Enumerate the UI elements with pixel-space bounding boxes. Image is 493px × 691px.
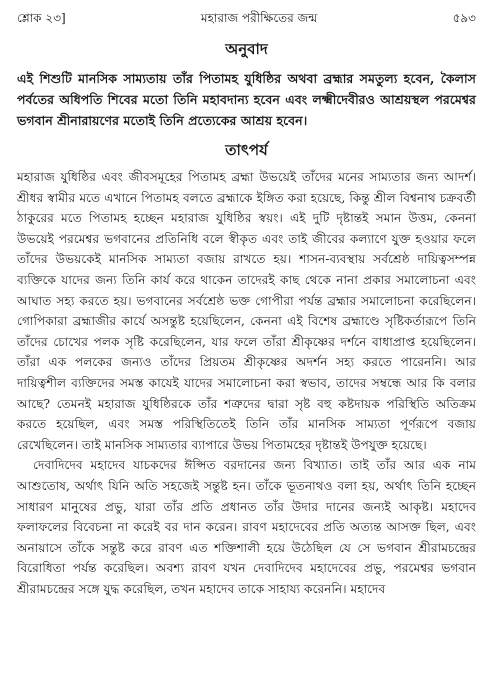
purport-heading: তাৎপর্য bbox=[225, 141, 268, 159]
purport-paragraph: মহারাজ যুধিষ্ঠির এবং জীবসমূহের পিতামহ ব্রহ্মা উভয়েই তাঁদের মনের সাম্যতার জন্য আদর্শ। শ্রীধর স্বামীর মতে এখানে পিতামহ বলতে ব্রহ্মাকে ইঙ্গিত করা হয়েছে, কিন্তু শ্রীল বিশ্বনাথ চক্রবর্তী ঠাকুরের মতে পিতামহ হচ্ছেন মহারাজ যুধিষ্ঠির স্বয়ং। এই দুটি দৃষ্টান্তই সমান উত্তম, কেননা উভয়েই পরমেশ্বর ভগবানের প্রতিনিধি বলে স্বীকৃত এবং তাই জীবের কল্যাণে যুক্ত হওয়ার ফলে তাঁদের উভয়কেই মানসিক সাম্যতা বজায় রাখতে হয়। শাসন-ব্যবস্থায় সর্বশ্রেষ্ঠ দায়িত্বসম্পন্ন ব্যক্তিকে যাদের জন্য তিনি কার্য করে থাকেন তাদেরই কাছ থেকে নানা প্রকার সমালোচনা এবং আঘাত সহ্য করতে হয়। ভগবানের সর্বশ্রেষ্ঠ ভক্ত গোপীরা পর্যন্ত ব্রহ্মার সমালোচনা করেছিলেন। গোপিকারা ব্রহ্মাজীর কার্যে অসন্তুষ্ট হয়েছিলেন, কেননা এই বিশেষ ব্রহ্মাণ্ডে সৃষ্টিকর্তারূপে তিনি তাঁদের চোখের পলক সৃষ্টি করেছিলেন, যার ফলে তাঁরা শ্রীকৃষ্ণের দর্শনে বাধাপ্রাপ্ত হয়েছিলেন। তাঁরা এক পলকের জন্যও তাঁদের প্রিয়তম শ্রীকৃষ্ণের অদর্শন সহ্য করতে পারেননি। আর দায়িত্বশীল ব্যক্তিদের সমস্ত কাযেই যাদের সমালোচনা করা স্বভাব, তাদের সম্বন্ধে আর কি বলার আছে? তেমনই মহারাজ যুধিষ্ঠিরকে তাঁর শত্রুদের দ্বারা সৃষ্ট বহু কষ্টদায়ক পরিস্থিতি অতিক্রম করতে হয়েছিল, এবং সমস্ত পরিস্থিতিতেই তিনি তাঁর মানসিক সাম্যতা পূর্ণরূপে বজায় রেখেছিলেন। তাই মানসিক সাম্যতার ব্যাপারে উভয় পিতামহের দৃষ্টান্তই উপযুক্ত হয়েছে। bbox=[17, 170, 476, 452]
translation-text: এই শিশুটি মানসিক সাম্যতায় তাঁর পিতামহ যুধিষ্ঠির অথবা ব্রহ্মার সমতুল্য হবেন, কৈলাস পর্বতের অধিপতি শিবের মতো তিনি মহাবদান্য হবেন এবং লক্ষ্মীদেবীরও আশ্রয়স্থল পরমেশ্বর ভগবান শ্রীনারায়ণের মতোই তিনি প্রত্যেকের আশ্রয় হবেন। bbox=[17, 71, 476, 128]
purport-body bbox=[17, 167, 476, 599]
purport-paragraph: দেবাদিদেব মহাদেব যাচকদের ঈপ্সিত বরদানের জন্য বিখ্যাত। তাই তাঁর আর এক নাম আশুতোষ, অর্থাৎ যিনি অতি সহজেই সন্তুষ্ট হন। তাঁকে ভূতনাথও বলা হয়, অর্থাৎ তিনি হচ্ছেন সাধারণ মানুষের প্রভু, যারা তাঁর প্রতি প্রধানত তাঁর উদার দানের জন্যই আকৃষ্ট। মহাদেব ফলাফলের বিবেচনা না করেই বর দান করেন। রাবণ মহাদেবের প্রতি অত্যন্ত আসক্ত ছিল, এবং অনায়াসে তাঁকে সন্তুষ্ট করে রাবণ এত শক্তিশালী হয়ে উঠেছিল যে সে ভগবান শ্রীরামচন্দ্রের বিরোধিতা পর্যন্ত করেছিল। অবশ্য রাবণ যখন দেবাদিদেব মহাদেবের প্রভু, পরমেশ্বর ভগবান শ্রীরামচন্দ্রের সঙ্গে যুদ্ধ করেছিল, তখন মহাদেব তাকে সাহায্য করেননি। মহাদেব bbox=[17, 458, 476, 596]
chapter-title: মহারাজ পরীক্ষিতের জন্ম bbox=[200, 11, 318, 25]
page-number: ৫৯৩ bbox=[452, 11, 476, 25]
verse-reference: শ্লোক ২৩] bbox=[17, 11, 66, 25]
page-header bbox=[17, 10, 476, 32]
translation-heading: অনুবাদ bbox=[225, 40, 268, 58]
